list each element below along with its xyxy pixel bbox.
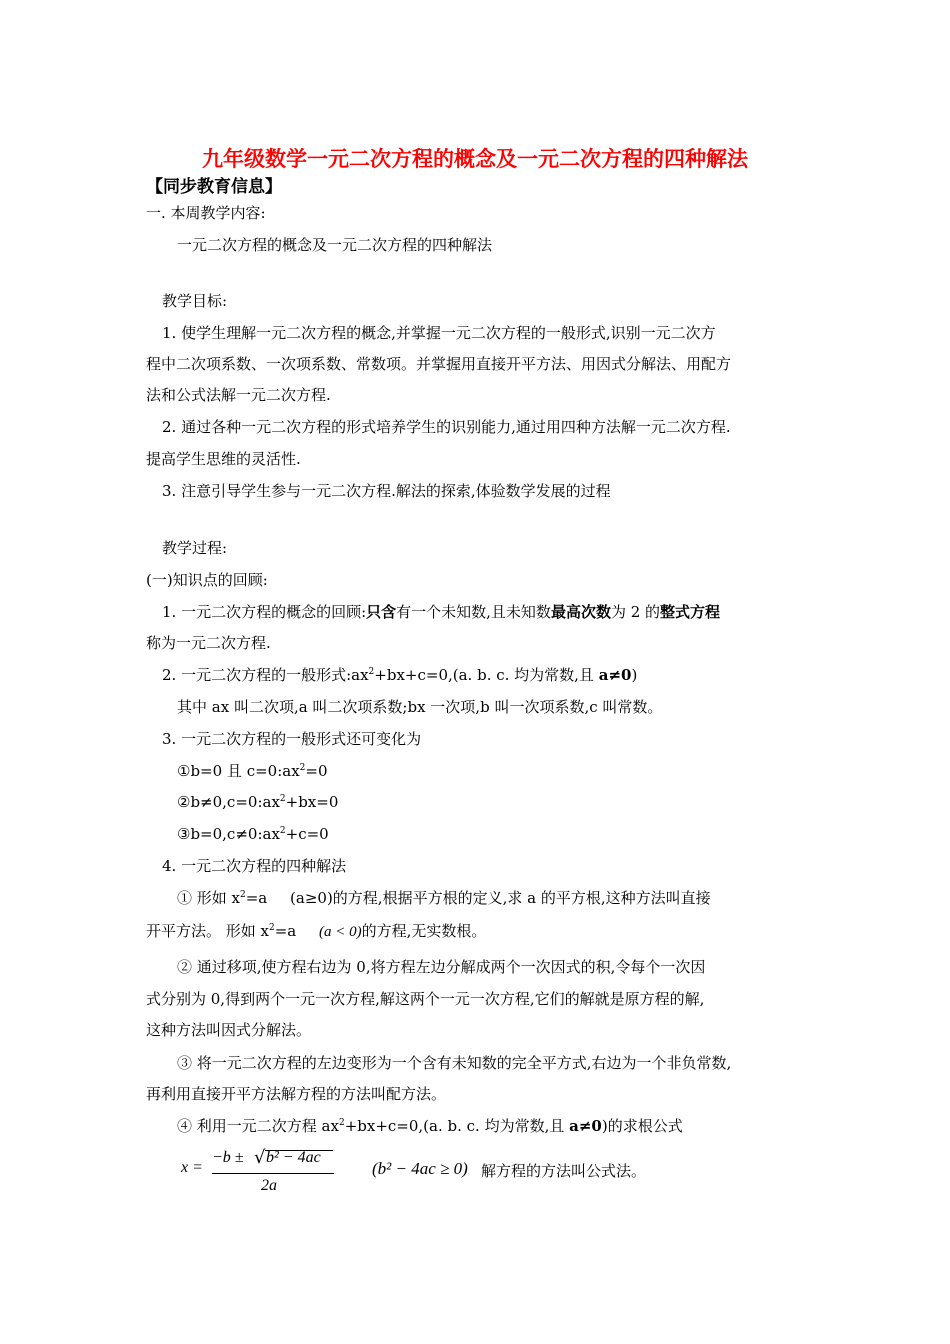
formula-numerator-prefix: −b ± — [212, 1149, 244, 1166]
topic-line: 一元二次方程的概念及一元二次方程的四种解法 — [177, 236, 493, 254]
k2-end: ) — [631, 666, 638, 684]
goal-1-line-b: 程中二次项系数、一次项系数、常数项。并掌握用直接开平方法、用因式分解法、用配方 — [146, 355, 732, 373]
method-1-line-b — [146, 920, 486, 943]
k3-2-post: +bx=0 — [285, 793, 339, 811]
fraction-bar — [212, 1173, 334, 1174]
m1-post: 的方程,根据平方根的定义,求 a 的平方根,这种方法叫直接 — [332, 889, 711, 907]
m1b-post: 的方程,无实数根。 — [361, 922, 487, 940]
k3-2-prefix: ②b≠0,c=0:ax — [177, 793, 280, 811]
m1b-mid: =a — [274, 922, 297, 940]
m4-bold-condition: a≠0 — [569, 1117, 602, 1135]
method-2-line-b: 式分别为 0,得到两个一元一次方程,解这两个一元一次方程,它们的解就是原方程的解, — [146, 990, 705, 1008]
sqrt-icon: √ — [254, 1147, 266, 1168]
k1-mid-1: 有一个未知数,且未知数 — [396, 603, 551, 621]
knowledge-1-line — [162, 601, 720, 623]
k3-3-post: +c=0 — [285, 825, 329, 843]
part-heading: 一. 本周教学内容: — [146, 204, 266, 222]
goal-1-line-a: 1. 使学生理解一元二次方程的概念,并掌握一元二次方程的一般形式,识别一元二次方 — [162, 324, 716, 342]
m1-prefix: ① 形如 x — [177, 889, 240, 907]
k1-bold-highest-degree: 最高次数 — [550, 603, 611, 621]
k1-prefix: 1. 一元二次方程的概念的回顾: — [162, 603, 367, 621]
formula-denominator: 2a — [261, 1177, 277, 1194]
k3-1-prefix: ①b=0 且 c=0:ax — [177, 762, 300, 780]
process-heading: 教学过程: — [162, 539, 228, 557]
knowledge-3-heading: 3. 一元二次方程的一般形式还可变化为 — [162, 730, 422, 748]
review-heading: (一)知识点的回顾: — [146, 571, 268, 589]
formula-tail: 解方程的方法叫公式法。 — [481, 1162, 647, 1180]
method-1-line-a — [177, 887, 711, 909]
formula-lhs: x = — [181, 1159, 203, 1176]
goal-3-line: 3. 注意引导学生参与一元二次方程.解法的探索,体验数学发展的过程 — [162, 482, 611, 500]
knowledge-1-cont: 称为一元二次方程. — [146, 634, 271, 652]
formula-radicand: b² − 4ac — [266, 1149, 321, 1166]
k1-mid-2: 为 2 的 — [610, 603, 661, 621]
m1-superscript: 2 — [240, 890, 246, 900]
k2-superscript: 2 — [368, 667, 375, 677]
m1b-prefix: 开平方法。 形如 x — [146, 922, 269, 940]
knowledge-3-case-3 — [177, 823, 329, 845]
k3-2-superscript: 2 — [279, 794, 286, 804]
goal-1-line-c: 法和公式法解一元二次方程. — [146, 386, 331, 404]
m1b-superscript: 2 — [269, 923, 275, 933]
k2-prefix: 2. 一元二次方程的一般形式:ax — [162, 666, 369, 684]
m4-prefix: ④ 利用一元二次方程 ax — [177, 1117, 339, 1135]
goal-2-line-a: 2. 通过各种一元二次方程的形式培养学生的识别能力,通过用四种方法解一元二次方程. — [162, 418, 731, 436]
k3-1-superscript: 2 — [299, 763, 306, 773]
m4-post: +bx+c=0,(a. b. c. 均为常数,且 — [344, 1117, 570, 1135]
k1-bold-polynomial: 整式方程 — [660, 603, 721, 621]
knowledge-3-case-2 — [177, 791, 338, 813]
formula-condition: (b² − 4ac ≥ 0) — [372, 1159, 468, 1178]
knowledge-2-line — [162, 664, 637, 686]
method-3-line-a: ③ 将一元二次方程的左边变形为一个含有未知数的完全平方式,右边为一个非负常数, — [177, 1054, 732, 1072]
goal-2-line-b: 提高学生思维的灵活性. — [146, 450, 301, 468]
k3-3-superscript: 2 — [279, 826, 286, 836]
goals-heading: 教学目标: — [162, 292, 228, 310]
k3-1-post: =0 — [305, 762, 328, 780]
m1-condition: (a≥0) — [290, 889, 333, 907]
knowledge-3-case-1 — [177, 760, 328, 782]
method-2-line-c: 这种方法叫因式分解法。 — [146, 1021, 312, 1039]
m4-end: )的求根公式 — [601, 1117, 683, 1135]
knowledge-4-heading: 4. 一元二次方程的四种解法 — [162, 857, 347, 875]
k2-bold-condition: a≠0 — [598, 666, 632, 684]
k1-bold-only: 只含 — [366, 603, 397, 621]
k2-post: +bx+c=0,(a. b. c. 均为常数,且 — [374, 666, 599, 684]
document-title: 九年级数学一元二次方程的概念及一元二次方程的四种解法 — [202, 147, 748, 171]
k3-3-prefix: ③b=0,c≠0:ax — [177, 825, 280, 843]
method-3-line-b: 再利用直接开平方法解方程的方法叫配方法。 — [146, 1085, 447, 1103]
method-4-line — [177, 1115, 683, 1137]
m1b-condition: (a < 0) — [319, 924, 362, 940]
section-label: 【同步教育信息】 — [146, 177, 282, 197]
m1-mid: =a — [245, 889, 268, 907]
method-2-line-a: ② 通过移项,使方程右边为 0,将方程左边分解成两个一次因式的积,令每个一次因 — [177, 958, 706, 976]
m4-superscript: 2 — [338, 1118, 345, 1128]
knowledge-2-detail: 其中 ax 叫二次项,a 叫二次项系数;bx 一次项,b 叫一次项系数,c 叫常数。 — [177, 698, 663, 716]
